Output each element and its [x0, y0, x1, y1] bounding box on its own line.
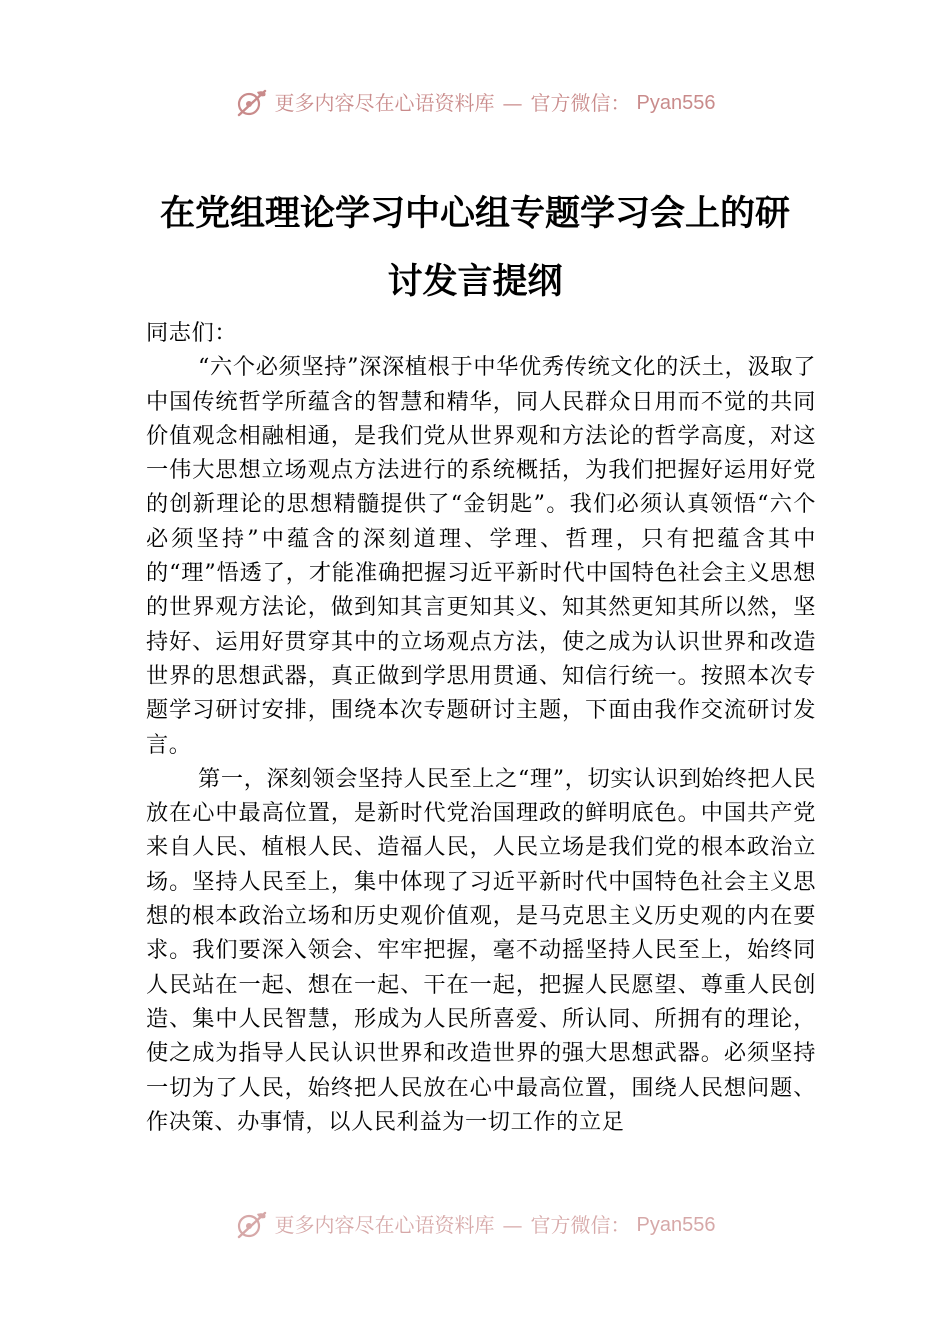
watermark-suffix: 官方微信：	[530, 1213, 631, 1237]
watermark-header	[0, 88, 950, 118]
paragraph-intro: “六个必须坚持”深深植根于中华优秀传统文化的沃土，汲取了中国传统哲学所蕴含的智慧和精华，同人民群众日用而不觉的共同价值观念相融相通，是我们党从世界观和方法论的哲学高度，对这一伟大思想立场观点方法进行的系统概括，为我们把握好运用好党的创新理论的思想精髓提供了“金钥匙”。我们必须认真领悟“六个必须坚持”中蕴含的深刻道理、学理、哲理，只有把蕴含其中的“理”悟透了，才能准确把握习近平新时代中国特色社会主义思想的世界观方法论，做到知其言更知其义、知其然更知其所以然，坚持好、运用好贯穿其中的立场观点方法，使之成为认识世界和改造世界的思想武器，真正做到学思用贯通、知信行统一。按照本次专题学习研讨安排，围绕本次专题研讨主题，下面由我作交流研讨发言。	[146, 354, 816, 758]
salutation: 同志们：	[146, 320, 238, 346]
watermark-title: 更多内容尽在心语资料库	[274, 1213, 495, 1237]
watermark-id: Pyan556	[636, 1214, 716, 1236]
document-body	[146, 316, 816, 1139]
watermark-dash: —	[502, 1213, 523, 1237]
watermark-suffix: 官方微信：	[530, 91, 631, 115]
watermark-id: Pyan556	[636, 92, 716, 114]
watermark-footer	[0, 1210, 950, 1240]
watermark-title: 更多内容尽在心语资料库	[274, 91, 495, 115]
document-title-line-1: 在党组理论学习中心组专题学习会上的研	[159, 193, 790, 234]
quill-logo-icon	[235, 1210, 269, 1240]
watermark-dash: —	[502, 91, 523, 115]
paragraph-first-point: 第一，深刻领会坚持人民至上之“理”，切实认识到始终把人民放在心中最高位置，是新时代党治国理政的鲜明底色。中国共产党来自人民、植根人民、造福人民，人民立场是我们党的根本政治立场。坚持人民至上，集中体现了习近平新时代中国特色社会主义思想的根本政治立场和历史观价值观，是马克思主义历史观的内在要求。我们要深入领会、牢牢把握，毫不动摇坚持人民至上，始终同人民站在一起、想在一起、干在一起，把握人民愿望、尊重人民创造、集中人民智慧，形成为人民所喜爱、所认同、所拥有的理论，使之成为指导人民认识世界和改造世界的强大思想武器。必须坚持一切为了人民，始终把人民放在心中最高位置，围绕人民想问题、作决策、办事情，以人民利益为一切工作的立足	[146, 765, 816, 1135]
quill-logo-icon	[235, 88, 269, 118]
document-title-line-2: 讨发言提纲	[387, 261, 563, 302]
